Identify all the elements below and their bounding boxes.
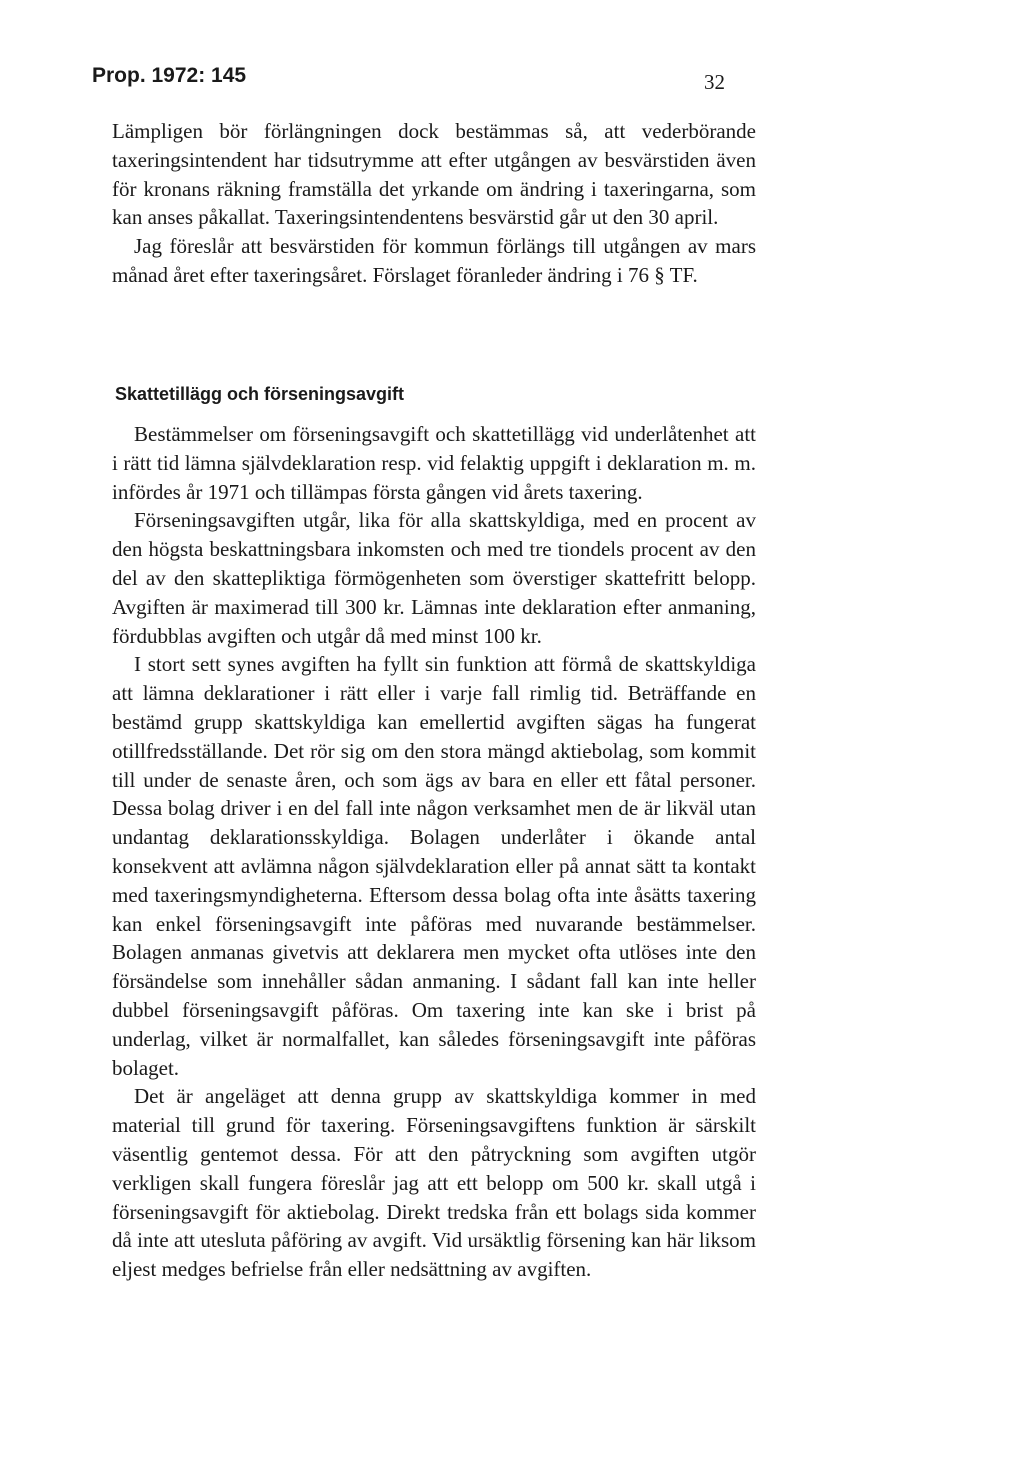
document-reference: Prop. 1972: 145 xyxy=(92,64,247,87)
paragraph: I stort sett synes avgiften ha fyllt sin funktion att förmå de skattskyldiga att lämna deklarationer i rätt eller i varje fall rimlig tid. Beträffande en bestämd grupp skattskyldiga kan emellertid avgiften sägas ha fungerat otillfredsställande. Det rör sig om den stora mängd aktiebolag, som kommit till under de senaste åren, och som ägs av bara en eller ett fåtal personer. Dessa bolag driver i en del fall inte någon verksamhet men de är likväl utan undantag deklarationsskyldiga. Bolagen underlåter i ökande antal konsekvent att avlämna någon självdeklaration eller på annat sätt ta kontakt med taxeringsmyndigheterna. Eftersom dessa bolag ofta inte åsätts taxering kan enkel förseningsavgift inte påföras med nuvarande bestämmelser. Bolagen anmanas givetvis att deklarera men mycket ofta utlöses inte den försändelse som innehåller sådan anmaning. I sådant fall kan inte heller dubbel förseningsavgift påföras. Om taxering inte kan ske i brist på underlag, vilket är normalfallet, kan således förseningsavgift inte påföras bolaget. xyxy=(112,652,756,1080)
paragraph: Det är angeläget att denna grupp av skattskyldiga kommer in med material till grund för taxering. Förseningsavgiftens funktion är särskilt väsentlig gentemot dessa. För att den påtryckning som avgiften utgör verkligen skall fungera föreslår jag att ett belopp om 500 kr. skall utgå i förseningsavgift för aktiebolag. Direkt tredska från ett bolags sida kommer då inte att utesluta påföring av avgift. Vid ursäktlig försening kan här liksom eljest medges befrielse från eller nedsättning av avgiften. xyxy=(112,1084,756,1282)
paragraph: Lämpligen bör förlängningen dock bestämmas så, att vederbörande taxeringsintendent har tidsutrymme att efter utgången av besvärstiden även för kronans räkning framställa det yrkande om ändring i taxeringarna, som kan anses påkallat. Taxeringsintendentens besvärstid går ut den 30 april. xyxy=(112,119,756,230)
section-2-text xyxy=(112,420,756,1284)
paragraph: Förseningsavgiften utgår, lika för alla skattskyldiga, med en procent av den högsta beskattningsbara inkomsten och med tre tiondels procent av den del av den skattepliktiga förmögenheten som överstiger skattefritt belopp. Avgiften är maximerad till 300 kr. Lämnas inte deklaration efter anmaning, fördubblas avgiften och utgår då med minst 100 kr. xyxy=(112,508,756,648)
paragraph: Bestämmelser om förseningsavgift och skattetillägg vid underlåtenhet att i rätt tid lämna självdeklaration resp. vid felaktig uppgift i deklaration m. m. infördes år 1971 och tillämpas första gången vid årets taxering. xyxy=(112,422,756,504)
page-number: 32 xyxy=(704,70,725,94)
paragraph: Jag föreslår att besvärstiden för kommun förlängs till utgången av mars månad året efter taxeringsåret. Förslaget föranleder ändring i 76 § TF. xyxy=(112,234,756,287)
section-heading: Skattetillägg och förseningsavgift xyxy=(115,384,405,404)
section-1-text xyxy=(112,117,756,290)
